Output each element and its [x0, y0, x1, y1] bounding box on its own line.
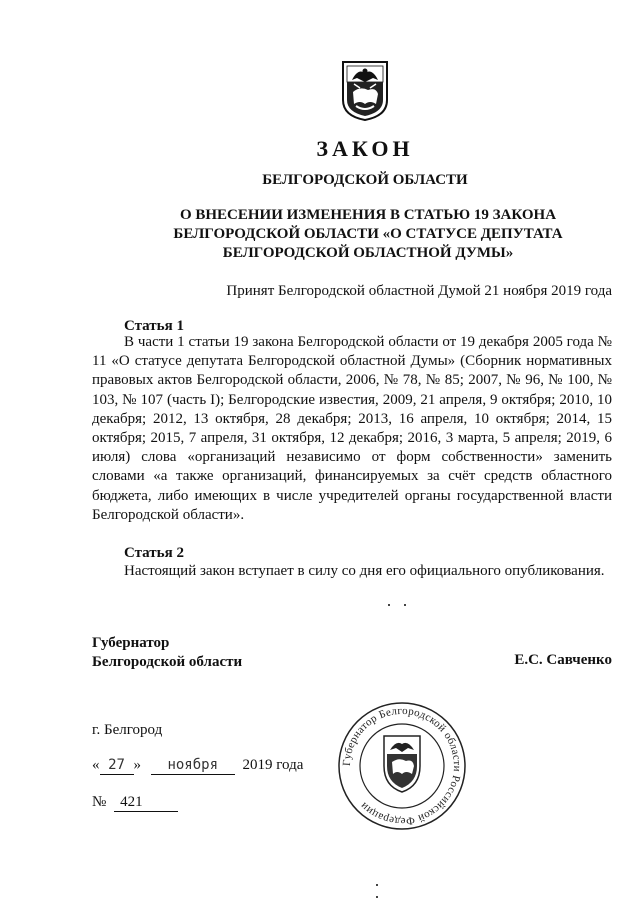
document-title: ЗАКОН	[316, 136, 414, 161]
seal-emblem-icon	[384, 736, 420, 792]
date-month: ноября	[167, 757, 219, 773]
speck	[388, 604, 390, 606]
law-name: О ВНЕСЕНИИ ИЗМЕНЕНИЯ В СТАТЬЮ 19 ЗАКОНА БЕЛГОРОДСКОЙ ОБЛАСТИ «О СТАТУСЕ ДЕПУТАТА БЕЛГОРОДСКОЙ ОБЛАСТНОЙ ДУМЫ»	[173, 207, 563, 261]
article-1-text: В части 1 статьи 19 закона Белгородской области от 19 декабря 2005 года № 11 «О статусе депутата Белгородской областной Думы» (Сборник нормативных правовых актов Белгородской области, 2006, № 78, № 85; 2007, № 96, № 100, № 103, № 107 (часть I); Белгородские известия, 2009, 21 апреля, 9 октября; 2010, 10 декабря; 2012, 13 октября, 28 декабря; 2013, 16 апреля, 10 октября; 2014, 15 октября; 2015, 7 апреля, 31 октября, 12 декабря; 2016, 3 марта, 5 апреля; 2019, 6 июля) слова «организаций независимо от форм собственности» заменить словами «а также организаций, финансируемых за счёт средств областного бюджета, либо имеющих в числе учредителей органы государственной власти Белгородской области».	[92, 334, 612, 523]
adoption-line: Принят Белгородской областной Думой 21 ноября 2019 года	[226, 283, 612, 299]
coat-of-arms-emblem	[340, 60, 390, 122]
number-label: №	[92, 794, 107, 810]
speck	[376, 896, 378, 898]
date-day: 27	[108, 757, 125, 773]
governor-position: Губернатор	[92, 635, 170, 651]
number-value: 421	[120, 794, 143, 810]
signing-date	[92, 757, 303, 775]
speck	[404, 604, 406, 606]
city-label: г. Белгород	[92, 722, 163, 738]
article-2-text: Настоящий закон вступает в силу со дня его официального опубликования.	[124, 563, 605, 579]
document-subtitle: БЕЛГОРОДСКОЙ ОБЛАСТИ	[262, 172, 468, 188]
governor-title	[92, 634, 242, 672]
article-2-title: Статья 2	[124, 545, 184, 561]
official-seal	[336, 700, 468, 832]
law-number	[92, 794, 178, 812]
governor-name: Е.С. Савченко	[514, 652, 612, 668]
governor-region: Белгородской области	[92, 654, 243, 670]
seal-text: Губернатор Белгородской области Российской Федерации	[340, 704, 464, 828]
date-close-quote: »	[133, 757, 141, 773]
speck	[376, 884, 378, 886]
article-1-title: Статья 1	[124, 318, 184, 334]
date-year: 2019 года	[242, 757, 304, 773]
date-open-quote: «	[92, 757, 100, 773]
